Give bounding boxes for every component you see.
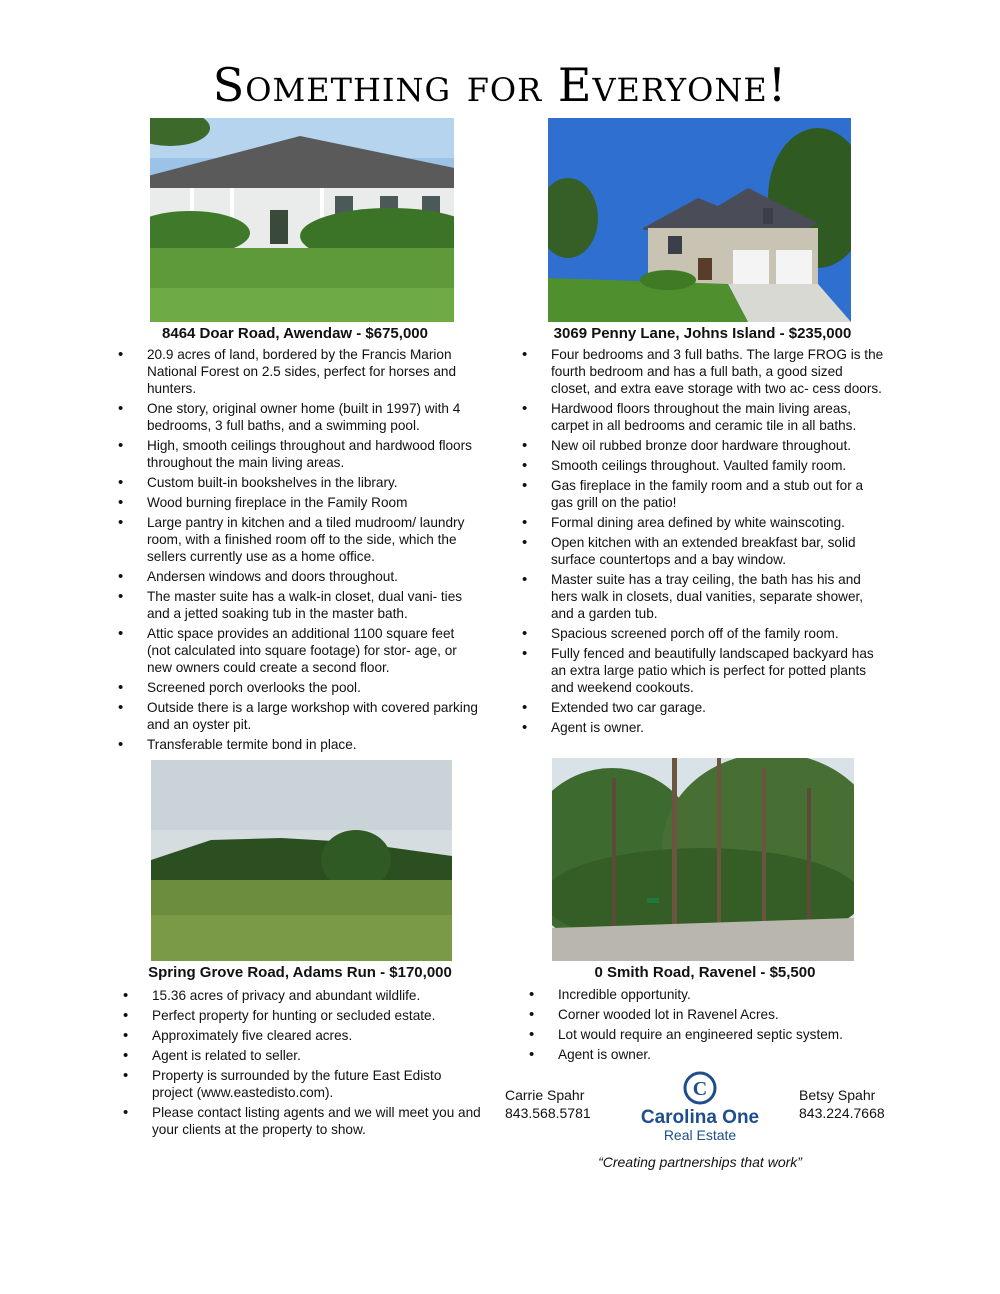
listing-photo-spring-grove (151, 760, 452, 961)
list-item: • Agent is owner. (519, 719, 884, 736)
list-item: • Formal dining area defined by white wainscoting. (519, 514, 884, 531)
feature-list-spring-grove (120, 987, 485, 1141)
list-item: • Fully fenced and beautifully landscaped backyard has an extra large patio which is perfect for potted plants and weekend cookouts. (519, 645, 884, 696)
tagline: “Creating partnerships that work” (598, 1154, 802, 1170)
list-item: • Large pantry in kitchen and a tiled mudroom/ laundry room, with a finished room off to the side, which the sellers currently use as a home office. (115, 514, 480, 565)
listing-photo-penny-lane (548, 118, 851, 322)
list-item: • Smooth ceilings throughout. Vaulted family room. (519, 457, 884, 474)
brand-sub: Real Estate (663, 1127, 737, 1143)
list-item: • Master suite has a tray ceiling, the bath has his and hers walk in closets, dual vanities, separate shower, and a garden tub. (519, 571, 884, 622)
agent-contact (505, 1086, 591, 1122)
list-item: • One story, original owner home (built in 1997) with 4 bedrooms, 3 full baths, and a swimming pool. (115, 400, 480, 434)
listing-heading: 0 Smith Road, Ravenel - $5,500 (594, 964, 816, 981)
list-item: • Perfect property for hunting or secluded estate. (120, 1007, 485, 1024)
list-item: • 20.9 acres of land, bordered by the Francis Marion National Forest on 2.5 sides, perfect for horses and hunters. (115, 346, 480, 397)
list-item: • Andersen windows and doors throughout. (115, 568, 480, 585)
agent-phone: 843.224.7668 (799, 1105, 885, 1121)
list-item: • Outside there is a large workshop with covered parking and an oyster pit. (115, 699, 480, 733)
listing-photo-smith-road (552, 758, 854, 961)
list-item: • Approximately five cleared acres. (120, 1027, 485, 1044)
agent-phone: 843.568.5781 (505, 1105, 591, 1121)
list-item: • Spacious screened porch off of the family room. (519, 625, 884, 642)
agent-name: Carrie Spahr (505, 1087, 585, 1103)
brand-name: Carolina One (640, 1107, 760, 1128)
list-item: • Wood burning fireplace in the Family Room (115, 494, 480, 511)
list-item: • Incredible opportunity. (526, 986, 886, 1003)
list-item: • Gas fireplace in the family room and a stub out for a gas grill on the patio! (519, 477, 884, 511)
logo-letter: C (692, 1078, 708, 1100)
list-item: • Agent is owner. (526, 1046, 886, 1063)
list-item: • Screened porch overlooks the pool. (115, 679, 480, 696)
list-item: • Extended two car garage. (519, 699, 884, 716)
logo-c-icon (682, 1070, 718, 1106)
feature-list-penny-lane (519, 346, 884, 739)
list-item: • Agent is related to seller. (120, 1047, 485, 1064)
feature-list-doar-road (115, 346, 480, 756)
listing-heading: 8464 Doar Road, Awendaw - $675,000 (162, 325, 428, 342)
list-item: • Custom built-in bookshelves in the library. (115, 474, 480, 491)
page-title: Something for Everyone! (212, 58, 788, 112)
list-item: • Please contact listing agents and we will meet you and your clients at the property to show. (120, 1104, 485, 1138)
agent-name: Betsy Spahr (799, 1087, 876, 1103)
list-item: • Hardwood floors throughout the main living areas, carpet in all bedrooms and ceramic tile in all baths. (519, 400, 884, 434)
agent-contact (799, 1086, 885, 1122)
list-item: • Attic space provides an additional 1100 square feet (not calculated into square footage) for stor- age, or new owners could create a second floor. (115, 625, 480, 676)
list-item: • High, smooth ceilings throughout and hardwood floors throughout the main living areas. (115, 437, 480, 471)
brand-logo (630, 1070, 770, 1143)
feature-list-smith-road (526, 986, 886, 1066)
listing-heading: 3069 Penny Lane, Johns Island - $235,000 (553, 325, 852, 342)
listing-photo-doar-road (150, 118, 454, 322)
list-item: • Open kitchen with an extended breakfast bar, solid surface countertops and a bay window. (519, 534, 884, 568)
list-item: • Property is surrounded by the future East Edisto project (www.eastedisto.com). (120, 1067, 485, 1101)
list-item: • The master suite has a walk-in closet, dual vani- ties and a jetted soaking tub in the master bath. (115, 588, 480, 622)
listing-heading: Spring Grove Road, Adams Run - $170,000 (148, 964, 452, 981)
list-item: • Transferable termite bond in place. (115, 736, 480, 753)
list-item: • Lot would require an engineered septic system. (526, 1026, 886, 1043)
list-item: • Corner wooded lot in Ravenel Acres. (526, 1006, 886, 1023)
list-item: • Four bedrooms and 3 full baths. The large FROG is the fourth bedroom and has a full bath, a good sized closet, and extra eave storage with two ac- cess doors. (519, 346, 884, 397)
list-item: • 15.36 acres of privacy and abundant wildlife. (120, 987, 485, 1004)
list-item: • New oil rubbed bronze door hardware throughout. (519, 437, 884, 454)
